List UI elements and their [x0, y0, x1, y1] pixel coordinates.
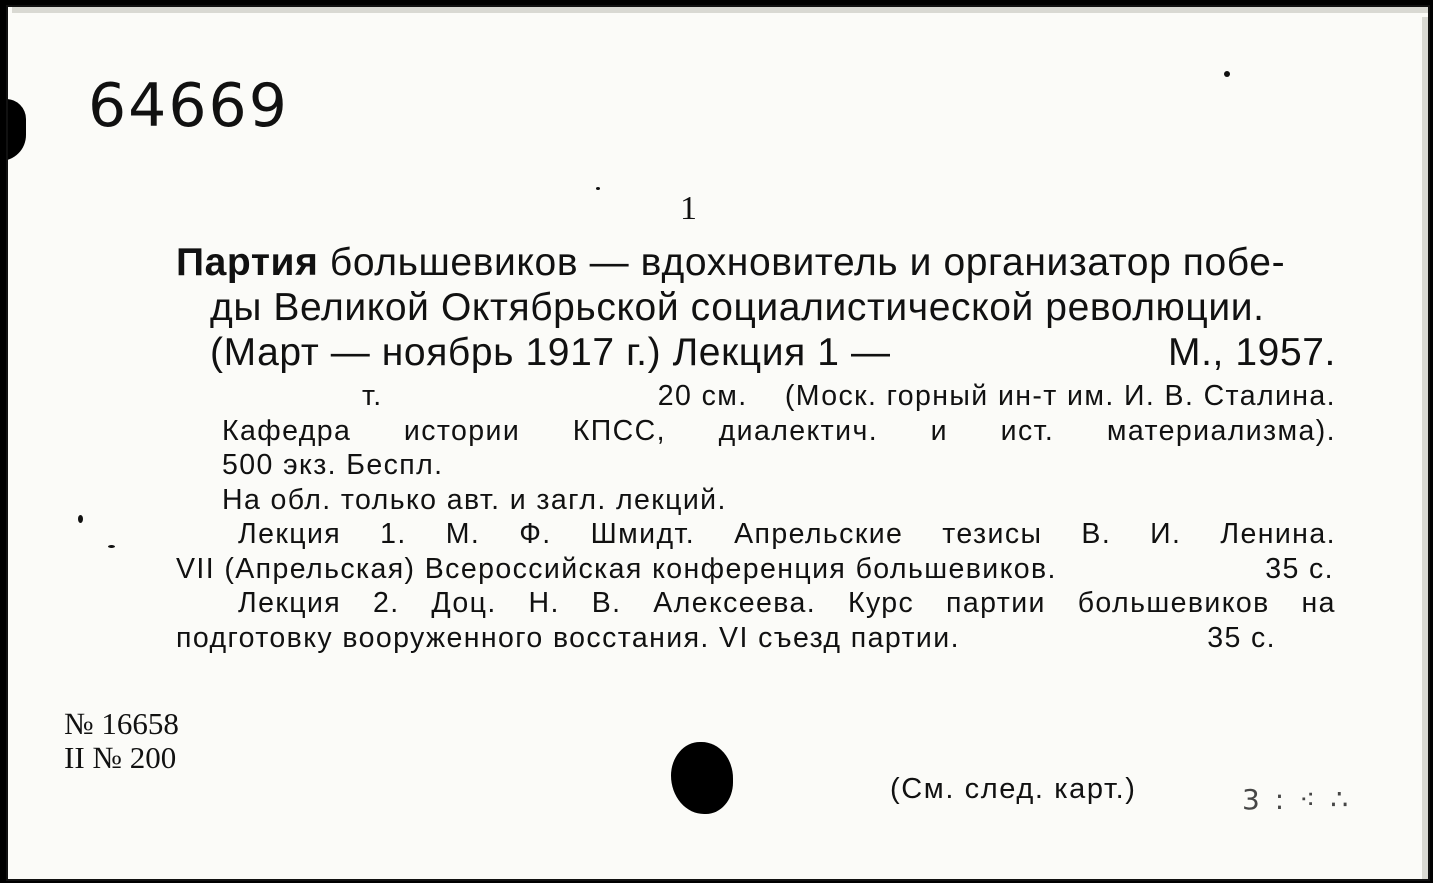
l8-w8: И. — [1150, 518, 1182, 550]
inventory-number-2: II № 200 — [64, 740, 177, 776]
inventory-number-1: № 16658 — [64, 706, 179, 741]
l8-w7: В. — [1081, 518, 1112, 550]
l8-w2: М. — [445, 518, 481, 550]
entry-line-11-right: 35 с. — [1207, 621, 1276, 654]
l10-w8: большевиков — [1077, 587, 1270, 619]
l8-w0: Лекция — [238, 518, 342, 550]
binding-mark — [6, 99, 26, 161]
l5-w1: истории — [403, 414, 521, 447]
l10-w9: на — [1301, 587, 1336, 619]
ink-speck — [1224, 71, 1230, 77]
title-line-1-text: большевиков — вдохновитель и организатор побе- — [318, 241, 1286, 284]
card-right-edge — [1422, 17, 1428, 879]
catalog-card — [6, 5, 1430, 881]
entry-line-9-left: VII (Апрельская) Всероссийская конференция большевиков. — [176, 552, 1057, 585]
entry-line-3 — [176, 333, 1336, 378]
entry-line-1 — [176, 243, 1336, 288]
illegible-stamp-mark: 3 ꞉ ⁖ ∴ — [1242, 783, 1352, 816]
entry-line-3-right: М., 1957. — [1168, 331, 1336, 374]
ink-speck — [78, 515, 83, 523]
see-next-card-note: (См. след. карт.) — [890, 773, 1137, 805]
entry-line-11-left: подготовку вооруженного восстания. VI съезд партии. — [176, 621, 960, 654]
l10-w5: Алексеева. — [653, 587, 817, 619]
l8-w4: Шмидт. — [590, 518, 696, 550]
l10-w1: 2. — [372, 587, 400, 619]
l8-w5: Апрельские — [734, 518, 904, 550]
entry-line-4 — [176, 382, 1336, 417]
handwritten-accession-number: 64669 — [88, 71, 289, 141]
l10-w6: Курс — [847, 587, 915, 619]
entry-line-3-left: (Март — ноябрь 1917 г.) Лекция 1 — — [210, 331, 891, 374]
entry-line-9-right: 35 с. — [1265, 552, 1334, 585]
inventory-numbers — [64, 707, 179, 775]
entry-line-11 — [176, 621, 1276, 659]
l10-w4: В. — [591, 587, 622, 619]
entry-line-7: На обл. только авт. и загл. лекций. — [222, 483, 727, 516]
entry-line-5 — [176, 414, 1336, 452]
l8-w6: тезисы — [942, 518, 1043, 550]
entry-line-4-right: 20 см. (Моск. горный ин-т им. И. В. Сталина. — [657, 380, 1336, 412]
ink-speck — [108, 545, 115, 548]
l10-w7: партии — [946, 587, 1046, 619]
entry-line-6: 500 экз. Беспл. — [222, 449, 444, 481]
entry-line-9 — [176, 552, 1336, 590]
entry-line-4-left: т. — [362, 380, 383, 412]
entry-line-2: ды Великой Октябрьской социалистической революции. — [210, 286, 1265, 329]
punch-hole — [671, 742, 733, 814]
title-lead-word: Партия — [176, 241, 319, 284]
l10-w2: Доц. — [431, 587, 497, 619]
bibliographic-entry — [176, 243, 1336, 658]
ink-speck — [596, 187, 600, 190]
entry-line-8 — [176, 520, 1336, 555]
entry-line-10 — [176, 589, 1336, 624]
l5-w4: и — [930, 414, 948, 447]
l5-w3: диалектич. — [718, 414, 879, 447]
l10-w3: Н. — [528, 587, 560, 619]
l5-w2: КПСС, — [572, 414, 666, 447]
l8-w9: Ленина. — [1220, 518, 1336, 550]
l5-w5: ист. — [1000, 414, 1055, 447]
card-top-edge — [12, 7, 1428, 13]
l8-w1: 1. — [380, 518, 407, 550]
l5-w0: Кафедра — [222, 414, 352, 447]
l5-w6: материализма). — [1106, 414, 1336, 447]
l10-w0: Лекция — [238, 587, 342, 619]
l8-w3: Ф. — [519, 518, 552, 550]
card-index: 1 — [680, 190, 697, 227]
